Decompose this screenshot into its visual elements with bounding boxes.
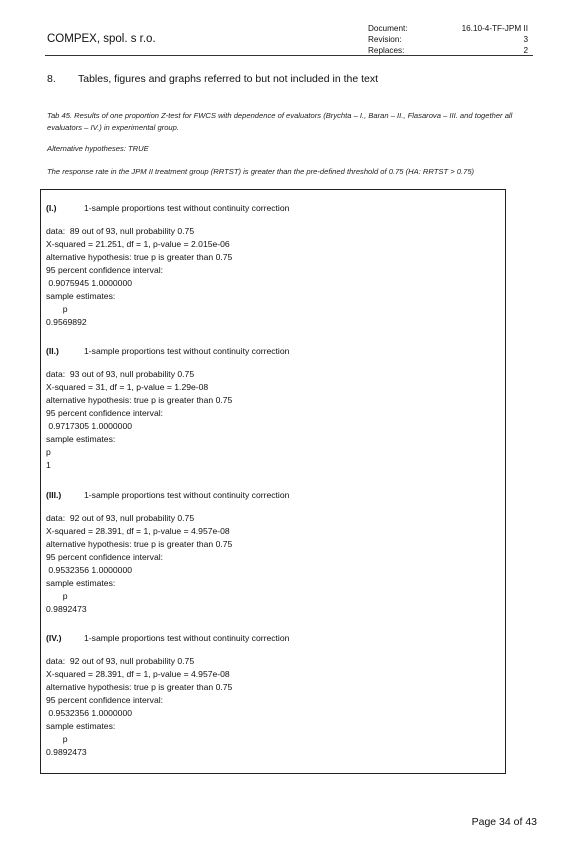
meta-label: Replaces: xyxy=(368,46,405,55)
output-line: p xyxy=(46,734,68,744)
test-title: 1-sample proportions test without continuity correction xyxy=(84,346,290,356)
output-line: alternative hypothesis: true p is greater than 0.75 xyxy=(46,395,233,405)
output-line: p xyxy=(46,447,51,457)
company-name: COMPEX, spol. s r.o. xyxy=(47,33,156,45)
output-line: sample estimates: xyxy=(46,578,116,588)
meta-row-document xyxy=(368,23,528,34)
test-title: 1-sample proportions test without continuity correction xyxy=(84,203,290,213)
output-line: data: 93 out of 93, null probability 0.75 xyxy=(46,369,195,379)
response-rate-statement: The response rate in the JPM II treatment group (RRTST) is greater than the pre-defined threshold of 0.75 (HA: RRTST > 0.75) xyxy=(47,167,475,176)
alternative-hypotheses: Alternative hypotheses: TRUE xyxy=(47,144,149,153)
output-line: 0.9532356 1.0000000 xyxy=(46,708,133,718)
output-line: alternative hypothesis: true p is greater than 0.75 xyxy=(46,252,233,262)
test-block-2 xyxy=(46,345,289,472)
meta-label: Revision: xyxy=(368,35,402,44)
output-line: sample estimates: xyxy=(46,721,116,731)
output-line: 95 percent confidence interval: xyxy=(46,408,164,418)
table-caption: Tab 45. Results of one proportion Z-test for FWCS with dependence of evaluators (Brychta – I., Baran – II., Flasarova – III. and together all evaluators – IV.) in experimental group. xyxy=(47,111,513,132)
test-block-3 xyxy=(46,489,289,616)
output-line: data: 89 out of 93, null probability 0.75 xyxy=(46,226,195,236)
output-line: 0.9892473 xyxy=(46,747,87,757)
output-line: 0.9569892 xyxy=(46,317,87,327)
meta-row-revision xyxy=(368,34,528,45)
output-line: X-squared = 28.391, df = 1, p-value = 4.957e-08 xyxy=(46,669,230,679)
output-line: data: 92 out of 93, null probability 0.75 xyxy=(46,513,195,523)
test-title: 1-sample proportions test without continuity correction xyxy=(84,490,290,500)
output-line: sample estimates: xyxy=(46,291,116,301)
output-line: 1 xyxy=(46,460,51,470)
output-line: X-squared = 28.391, df = 1, p-value = 4.957e-08 xyxy=(46,526,230,536)
output-line: 0.9717305 1.0000000 xyxy=(46,421,133,431)
document-meta xyxy=(368,23,528,56)
page-number: Page 34 of 43 xyxy=(471,816,537,828)
output-line: 0.9892473 xyxy=(46,604,87,614)
output-line: p xyxy=(46,304,68,314)
meta-label: Document: xyxy=(368,24,408,33)
test-number: (I.) xyxy=(46,203,57,213)
test-title: 1-sample proportions test without continuity correction xyxy=(84,633,290,643)
test-number: (III.) xyxy=(46,490,62,500)
output-line: X-squared = 21.251, df = 1, p-value = 2.015e-06 xyxy=(46,239,230,249)
meta-value: 16.10-4-TF-JPM II xyxy=(461,24,528,33)
output-line: p xyxy=(46,591,68,601)
section-title: Tables, figures and graphs referred to but not included in the text xyxy=(78,73,379,85)
output-line: 0.9532356 1.0000000 xyxy=(46,565,133,575)
test-number: (IV.) xyxy=(46,633,62,643)
output-line: data: 92 out of 93, null probability 0.75 xyxy=(46,656,195,666)
output-line: 0.9075945 1.0000000 xyxy=(46,278,133,288)
header-divider xyxy=(45,55,533,56)
meta-value: 3 xyxy=(523,35,528,44)
output-line: 95 percent confidence interval: xyxy=(46,552,164,562)
section-number: 8. xyxy=(47,73,56,85)
output-line: sample estimates: xyxy=(46,434,116,444)
test-number: (II.) xyxy=(46,346,59,356)
output-line: alternative hypothesis: true p is greater than 0.75 xyxy=(46,682,233,692)
section-heading xyxy=(47,73,378,85)
test-block-1 xyxy=(46,202,289,329)
test-block-4 xyxy=(46,632,289,759)
meta-value: 2 xyxy=(523,46,528,55)
output-line: alternative hypothesis: true p is greater than 0.75 xyxy=(46,539,233,549)
output-line: 95 percent confidence interval: xyxy=(46,265,164,275)
output-line: X-squared = 31, df = 1, p-value = 1.29e-08 xyxy=(46,382,209,392)
output-line: 95 percent confidence interval: xyxy=(46,695,164,705)
